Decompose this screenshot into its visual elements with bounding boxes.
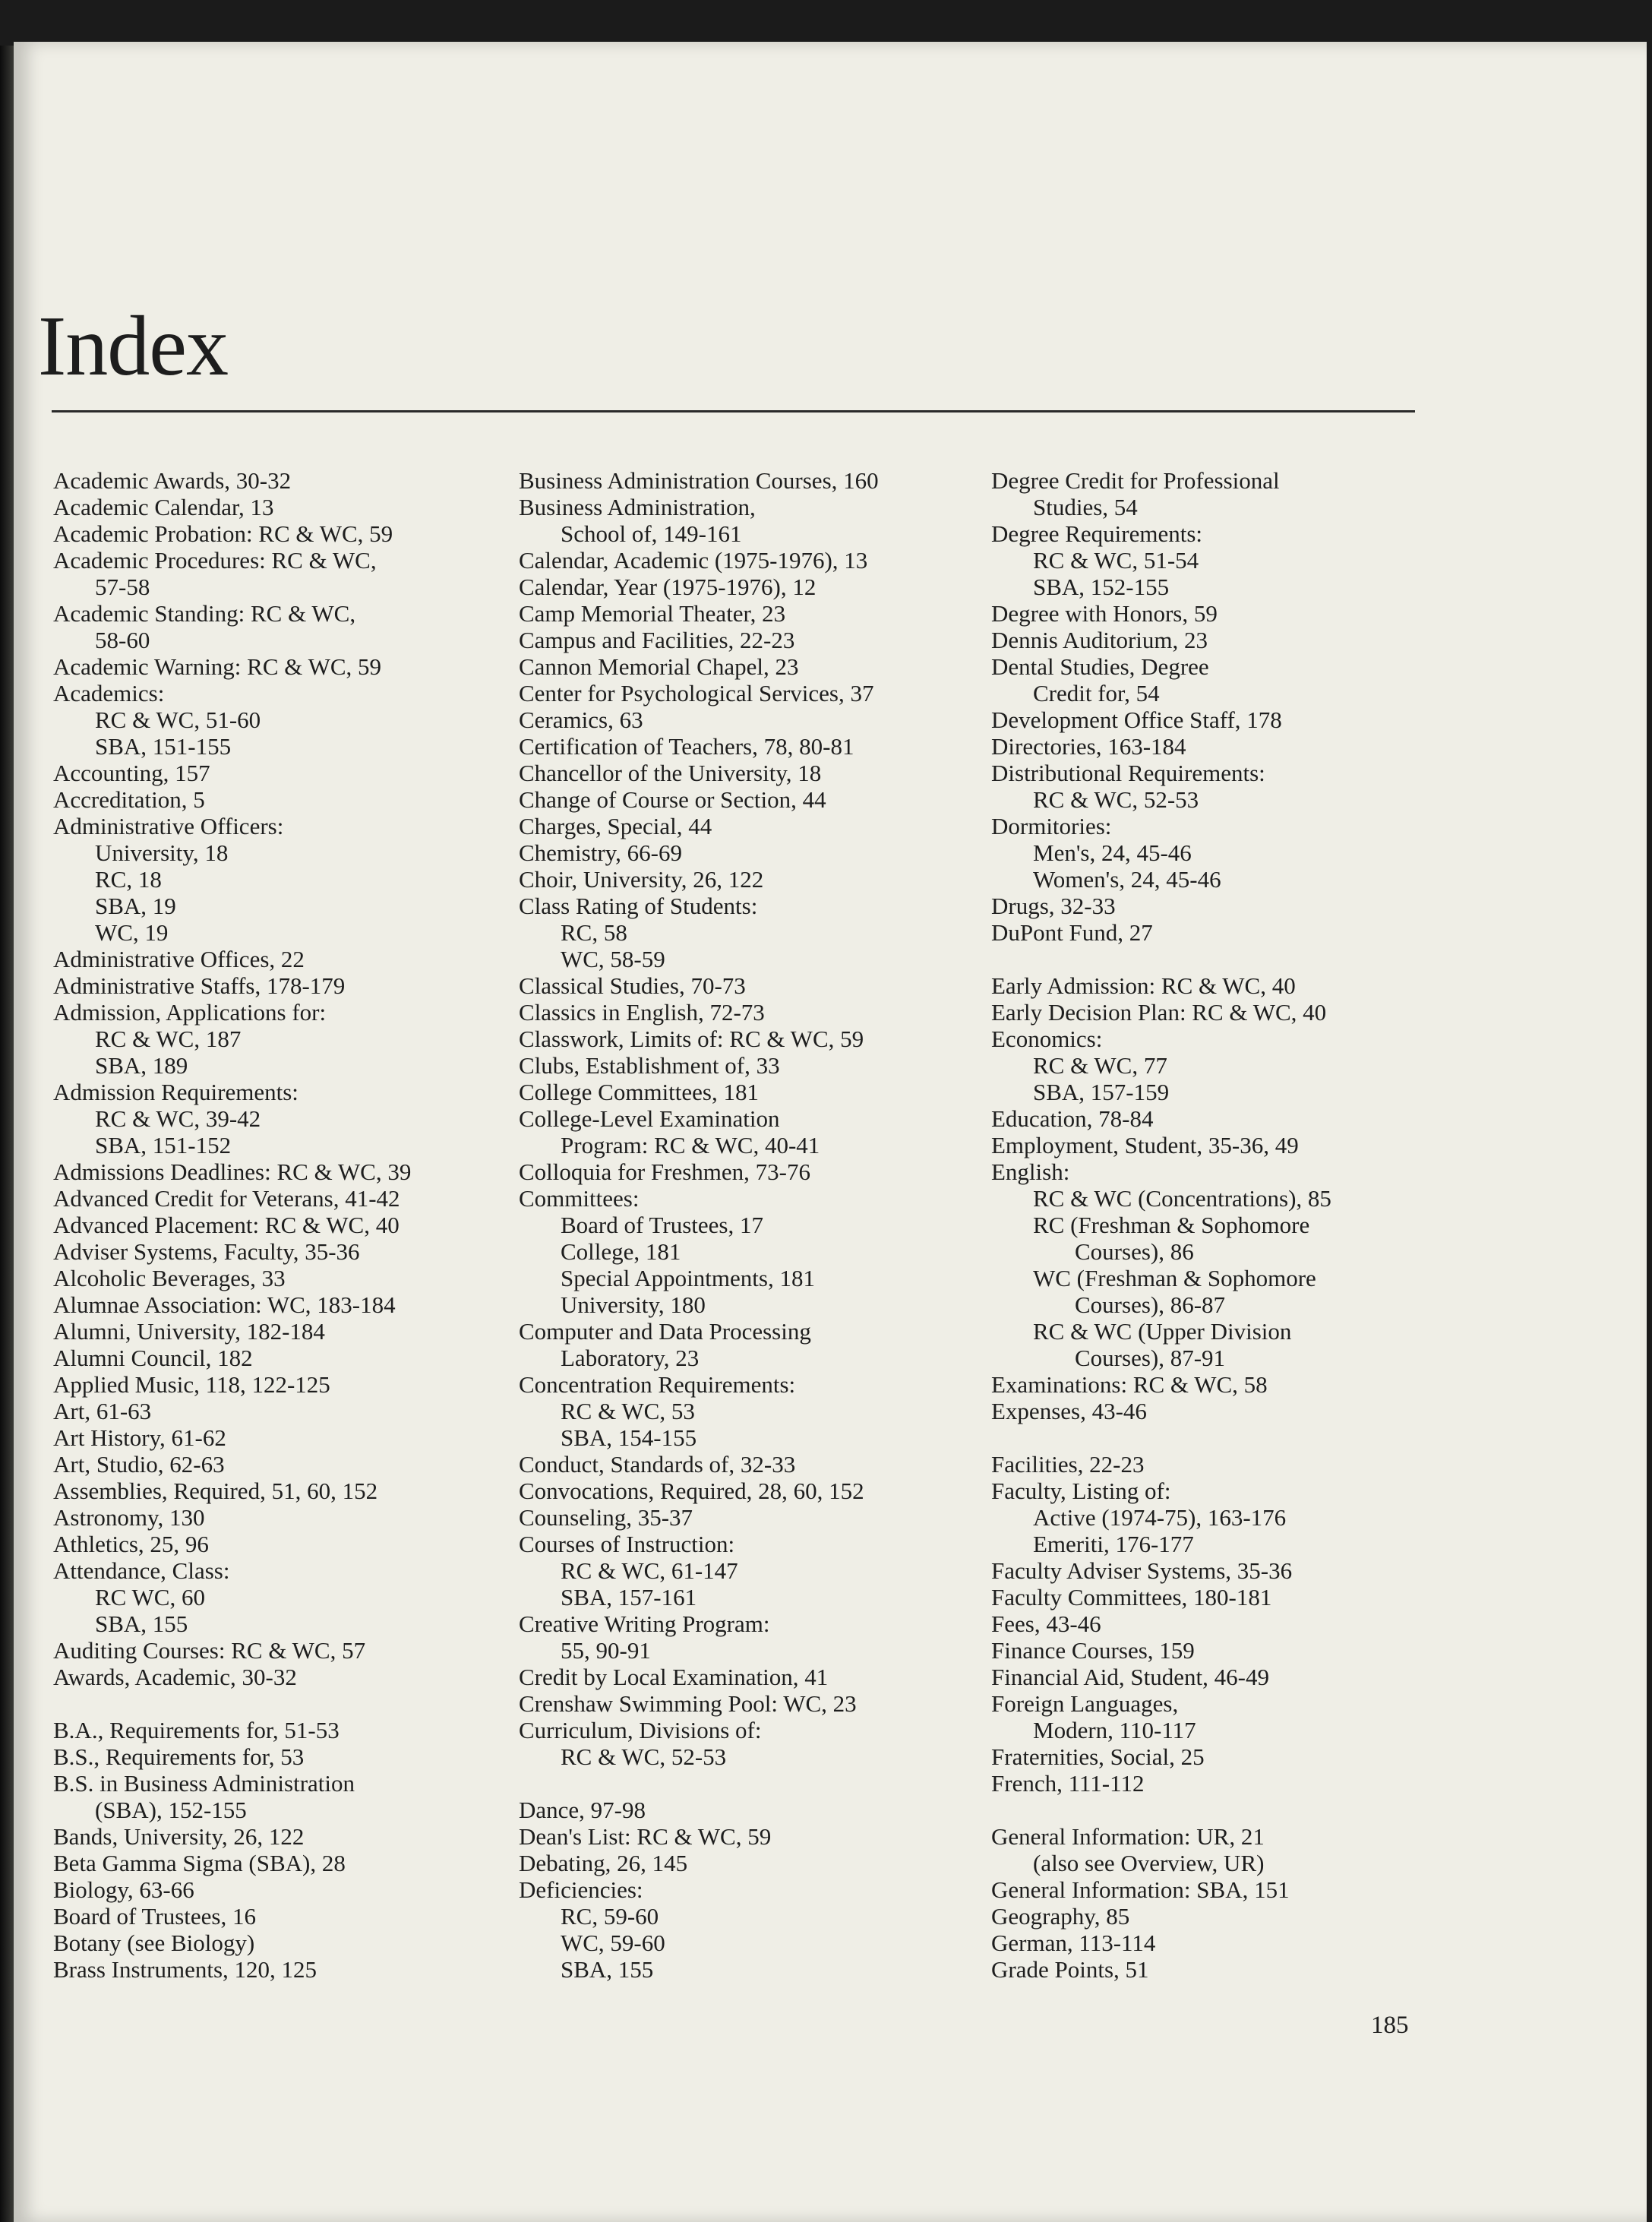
index-entry: WC (Freshman & Sophomore bbox=[1033, 1265, 1316, 1291]
index-entry: Program: RC & WC, 40-41 bbox=[561, 1132, 820, 1158]
index-entry: Academic Awards, 30-32 bbox=[53, 467, 292, 494]
index-entry: Concentration Requirements: bbox=[519, 1371, 796, 1398]
index-entry: RC & WC, 187 bbox=[95, 1026, 242, 1052]
index-entry: Courses), 87-91 bbox=[1075, 1345, 1226, 1371]
index-entry: Cannon Memorial Chapel, 23 bbox=[519, 653, 799, 680]
index-column-2 bbox=[519, 467, 1005, 1983]
index-entry: Administrative Staffs, 178-179 bbox=[53, 972, 346, 999]
index-entry: Alumnae Association: WC, 183-184 bbox=[53, 1291, 396, 1318]
index-entry: German, 113-114 bbox=[991, 1930, 1156, 1956]
index-entry: Academic Standing: RC & WC, bbox=[53, 600, 356, 627]
index-entry: Awards, Academic, 30-32 bbox=[53, 1664, 297, 1690]
index-entry: French, 111-112 bbox=[991, 1770, 1145, 1797]
index-entry: Distributional Requirements: bbox=[991, 760, 1265, 786]
index-entry: Admission Requirements: bbox=[53, 1079, 298, 1105]
index-entry: School of, 149-161 bbox=[561, 520, 742, 547]
index-entry: Board of Trustees, 16 bbox=[53, 1903, 256, 1930]
index-entry: Advanced Credit for Veterans, 41-42 bbox=[53, 1185, 400, 1212]
index-entry: RC & WC, 51-54 bbox=[1033, 547, 1199, 574]
index-entry: University, 18 bbox=[95, 839, 229, 866]
index-entry: Class Rating of Students: bbox=[519, 893, 758, 919]
index-entry: Courses), 86 bbox=[1075, 1238, 1194, 1265]
index-entry: Charges, Special, 44 bbox=[519, 813, 712, 839]
index-entry: Astronomy, 130 bbox=[53, 1504, 205, 1531]
index-entry: Advanced Placement: RC & WC, 40 bbox=[53, 1212, 400, 1238]
index-entry: Employment, Student, 35-36, 49 bbox=[991, 1132, 1299, 1158]
index-entry: RC & WC, 52-53 bbox=[1033, 786, 1199, 813]
index-entry: Dance, 97-98 bbox=[519, 1797, 646, 1823]
index-entry: Studies, 54 bbox=[1033, 494, 1138, 520]
index-entry: Degree with Honors, 59 bbox=[991, 600, 1218, 627]
index-entry: University, 180 bbox=[561, 1291, 706, 1318]
index-entry: Board of Trustees, 17 bbox=[561, 1212, 763, 1238]
index-entry: DuPont Fund, 27 bbox=[991, 919, 1153, 946]
index-entry: Deficiencies: bbox=[519, 1876, 643, 1903]
index-entry: Accreditation, 5 bbox=[53, 786, 205, 813]
index-entry: Degree Requirements: bbox=[991, 520, 1203, 547]
index-entry: Financial Aid, Student, 46-49 bbox=[991, 1664, 1269, 1690]
index-entry: Early Admission: RC & WC, 40 bbox=[991, 972, 1296, 999]
index-entry: Alumni, University, 182-184 bbox=[53, 1318, 325, 1345]
index-entry: Administrative Offices, 22 bbox=[53, 946, 305, 972]
index-entry: RC & WC, 52-53 bbox=[561, 1743, 727, 1770]
index-entry: Academic Warning: RC & WC, 59 bbox=[53, 653, 382, 680]
index-entry: Botany (see Biology) bbox=[53, 1930, 255, 1956]
index-entry: RC & WC, 77 bbox=[1033, 1052, 1167, 1079]
index-entry: Expenses, 43-46 bbox=[991, 1398, 1147, 1424]
index-entry: RC WC, 60 bbox=[95, 1584, 205, 1610]
index-entry: Faculty, Listing of: bbox=[991, 1478, 1171, 1504]
index-entry: Academic Probation: RC & WC, 59 bbox=[53, 520, 393, 547]
index-entry: Classics in English, 72-73 bbox=[519, 999, 765, 1026]
index-entry: General Information: UR, 21 bbox=[991, 1823, 1265, 1850]
index-entry: RC & WC, 61-147 bbox=[561, 1557, 738, 1584]
index-entry: Early Decision Plan: RC & WC, 40 bbox=[991, 999, 1327, 1026]
index-entry: Special Appointments, 181 bbox=[561, 1265, 815, 1291]
index-entry: Accounting, 157 bbox=[53, 760, 210, 786]
index-entry: Geography, 85 bbox=[991, 1903, 1130, 1930]
index-entry: 55, 90-91 bbox=[561, 1637, 651, 1664]
index-entry: Counseling, 35-37 bbox=[519, 1504, 693, 1531]
index-entry: Dennis Auditorium, 23 bbox=[991, 627, 1208, 653]
index-entry: RC, 59-60 bbox=[561, 1903, 659, 1930]
index-entry: Computer and Data Processing bbox=[519, 1318, 811, 1345]
index-entry: Active (1974-75), 163-176 bbox=[1033, 1504, 1287, 1531]
index-entry: SBA, 152-155 bbox=[1033, 574, 1170, 600]
index-entry: Drugs, 32-33 bbox=[991, 893, 1116, 919]
index-entry: Dormitories: bbox=[991, 813, 1112, 839]
index-entry: Directories, 163-184 bbox=[991, 733, 1186, 760]
index-entry: Athletics, 25, 96 bbox=[53, 1531, 209, 1557]
index-entry: SBA, 151-152 bbox=[95, 1132, 232, 1158]
index-entry: Colloquia for Freshmen, 73-76 bbox=[519, 1158, 811, 1185]
index-entry: RC, 58 bbox=[561, 919, 627, 946]
index-entry: Campus and Facilities, 22-23 bbox=[519, 627, 795, 653]
index-entry: Education, 78-84 bbox=[991, 1105, 1154, 1132]
index-entry: College Committees, 181 bbox=[519, 1079, 759, 1105]
index-entry: Fees, 43-46 bbox=[991, 1610, 1101, 1637]
index-entry: Biology, 63-66 bbox=[53, 1876, 194, 1903]
index-entry: Art, 61-63 bbox=[53, 1398, 152, 1424]
index-entry: Calendar, Year (1975-1976), 12 bbox=[519, 574, 817, 600]
index-entry: WC, 58-59 bbox=[561, 946, 665, 972]
index-entry: Clubs, Establishment of, 33 bbox=[519, 1052, 780, 1079]
index-entry: Academics: bbox=[53, 680, 165, 706]
index-entry: Art History, 61-62 bbox=[53, 1424, 226, 1451]
index-entry: Admission, Applications for: bbox=[53, 999, 327, 1026]
index-entry: Certification of Teachers, 78, 80-81 bbox=[519, 733, 854, 760]
index-entry: Business Administration, bbox=[519, 494, 756, 520]
index-entry: (SBA), 152-155 bbox=[95, 1797, 247, 1823]
index-entry: B.S., Requirements for, 53 bbox=[53, 1743, 305, 1770]
index-entry: RC & WC (Upper Division bbox=[1033, 1318, 1292, 1345]
index-entry: Crenshaw Swimming Pool: WC, 23 bbox=[519, 1690, 857, 1717]
index-entry: Women's, 24, 45-46 bbox=[1033, 866, 1221, 893]
index-entry: Classwork, Limits of: RC & WC, 59 bbox=[519, 1026, 864, 1052]
index-entry: Beta Gamma Sigma (SBA), 28 bbox=[53, 1850, 346, 1876]
index-entry: Creative Writing Program: bbox=[519, 1610, 770, 1637]
index-entry: SBA, 155 bbox=[95, 1610, 188, 1637]
index-entry: Economics: bbox=[991, 1026, 1103, 1052]
index-entry: SBA, 154-155 bbox=[561, 1424, 697, 1451]
index-entry: SBA, 19 bbox=[95, 893, 176, 919]
index-entry: Alcoholic Beverages, 33 bbox=[53, 1265, 286, 1291]
index-entry: Art, Studio, 62-63 bbox=[53, 1451, 225, 1478]
index-entry: Men's, 24, 45-46 bbox=[1033, 839, 1192, 866]
index-entry: English: bbox=[991, 1158, 1070, 1185]
index-entry: Assemblies, Required, 51, 60, 152 bbox=[53, 1478, 378, 1504]
index-entry: Bands, University, 26, 122 bbox=[53, 1823, 305, 1850]
index-entry: Dental Studies, Degree bbox=[991, 653, 1209, 680]
index-entry: Credit for, 54 bbox=[1033, 680, 1160, 706]
index-entry: Facilities, 22-23 bbox=[991, 1451, 1145, 1478]
index-entry: Calendar, Academic (1975-1976), 13 bbox=[519, 547, 868, 574]
index-entry: Courses of Instruction: bbox=[519, 1531, 735, 1557]
index-entry: RC, 18 bbox=[95, 866, 162, 893]
index-entry: Foreign Languages, bbox=[991, 1690, 1179, 1717]
index-entry: Fraternities, Social, 25 bbox=[991, 1743, 1205, 1770]
index-entry: Auditing Courses: RC & WC, 57 bbox=[53, 1637, 366, 1664]
index-entry: Credit by Local Examination, 41 bbox=[519, 1664, 829, 1690]
index-entry: Camp Memorial Theater, 23 bbox=[519, 600, 786, 627]
index-entry: SBA, 157-159 bbox=[1033, 1079, 1170, 1105]
index-entry: Examinations: RC & WC, 58 bbox=[991, 1371, 1268, 1398]
index-entry: Admissions Deadlines: RC & WC, 39 bbox=[53, 1158, 412, 1185]
index-entry: College-Level Examination bbox=[519, 1105, 780, 1132]
index-entry: Curriculum, Divisions of: bbox=[519, 1717, 762, 1743]
index-entry: Choir, University, 26, 122 bbox=[519, 866, 764, 893]
index-entry: Business Administration Courses, 160 bbox=[519, 467, 879, 494]
index-entry: SBA, 189 bbox=[95, 1052, 188, 1079]
index-entry: Finance Courses, 159 bbox=[991, 1637, 1195, 1664]
index-entry: Chemistry, 66-69 bbox=[519, 839, 682, 866]
title-rule bbox=[52, 410, 1415, 412]
index-entry: Ceramics, 63 bbox=[519, 706, 643, 733]
index-entry: Administrative Officers: bbox=[53, 813, 284, 839]
index-entry: Attendance, Class: bbox=[53, 1557, 230, 1584]
index-entry: Convocations, Required, 28, 60, 152 bbox=[519, 1478, 864, 1504]
index-entry: SBA, 157-161 bbox=[561, 1584, 697, 1610]
index-entry: Committees: bbox=[519, 1185, 640, 1212]
index-entry: RC & WC, 51-60 bbox=[95, 706, 261, 733]
index-entry: Conduct, Standards of, 32-33 bbox=[519, 1451, 796, 1478]
index-entry: Degree Credit for Professional bbox=[991, 467, 1280, 494]
index-entry: WC, 59-60 bbox=[561, 1930, 665, 1956]
index-entry: Academic Calendar, 13 bbox=[53, 494, 274, 520]
index-entry: SBA, 155 bbox=[561, 1956, 654, 1983]
index-entry: (also see Overview, UR) bbox=[1033, 1850, 1265, 1876]
index-entry: RC (Freshman & Sophomore bbox=[1033, 1212, 1310, 1238]
index-entry: Emeriti, 176-177 bbox=[1033, 1531, 1194, 1557]
index-column-3 bbox=[991, 467, 1477, 1983]
index-entry: Grade Points, 51 bbox=[991, 1956, 1149, 1983]
index-entry: Brass Instruments, 120, 125 bbox=[53, 1956, 317, 1983]
index-entry: General Information: SBA, 151 bbox=[991, 1876, 1290, 1903]
page-title: Index bbox=[38, 299, 229, 394]
index-entry: Chancellor of the University, 18 bbox=[519, 760, 822, 786]
index-entry: Debating, 26, 145 bbox=[519, 1850, 688, 1876]
index-entry: B.A., Requirements for, 51-53 bbox=[53, 1717, 340, 1743]
index-entry: Courses), 86-87 bbox=[1075, 1291, 1226, 1318]
index-entry: Laboratory, 23 bbox=[561, 1345, 700, 1371]
book-binding bbox=[0, 46, 14, 2222]
index-entry: Applied Music, 118, 122-125 bbox=[53, 1371, 330, 1398]
index-entry: Faculty Adviser Systems, 35-36 bbox=[991, 1557, 1293, 1584]
page-number: 185 bbox=[1371, 2012, 1409, 2039]
index-entry: Alumni Council, 182 bbox=[53, 1345, 253, 1371]
index-entry: Development Office Staff, 178 bbox=[991, 706, 1282, 733]
index-entry: 57-58 bbox=[95, 574, 150, 600]
index-column-1 bbox=[53, 467, 539, 1983]
index-entry: Academic Procedures: RC & WC, bbox=[53, 547, 377, 574]
index-entry: Classical Studies, 70-73 bbox=[519, 972, 746, 999]
index-entry: Dean's List: RC & WC, 59 bbox=[519, 1823, 772, 1850]
index-entry: RC & WC, 39-42 bbox=[95, 1105, 261, 1132]
index-entry: Modern, 110-117 bbox=[1033, 1717, 1196, 1743]
index-entry: B.S. in Business Administration bbox=[53, 1770, 355, 1797]
index-entry: 58-60 bbox=[95, 627, 150, 653]
index-entry: Adviser Systems, Faculty, 35-36 bbox=[53, 1238, 360, 1265]
index-entry: Change of Course or Section, 44 bbox=[519, 786, 826, 813]
index-entry: RC & WC (Concentrations), 85 bbox=[1033, 1185, 1331, 1212]
index-entry: College, 181 bbox=[561, 1238, 681, 1265]
index-entry: RC & WC, 53 bbox=[561, 1398, 695, 1424]
index-entry: SBA, 151-155 bbox=[95, 733, 232, 760]
index-entry: Faculty Committees, 180-181 bbox=[991, 1584, 1272, 1610]
index-entry: Center for Psychological Services, 37 bbox=[519, 680, 874, 706]
index-entry: WC, 19 bbox=[95, 919, 169, 946]
